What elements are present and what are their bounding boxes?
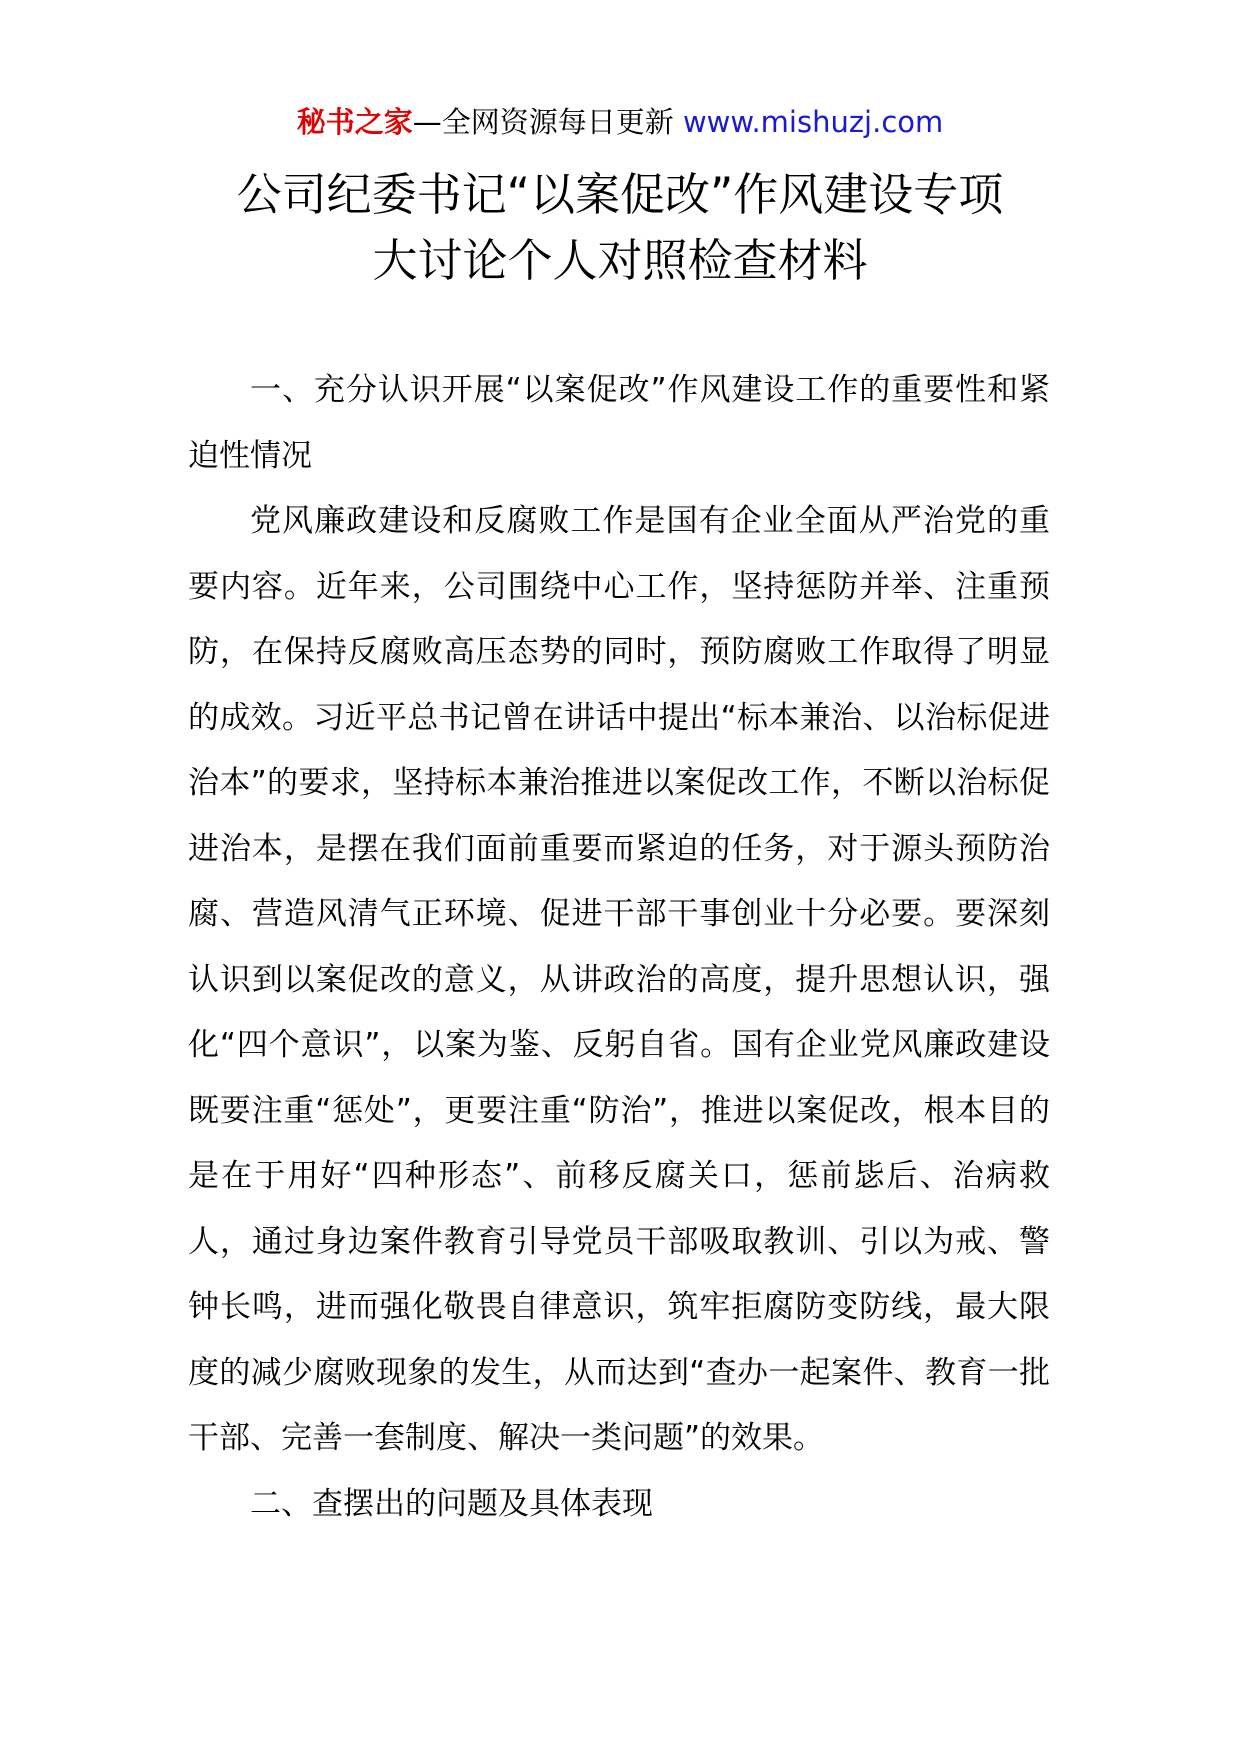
title-line-2: 大讨论个人对照检查材料	[372, 234, 868, 287]
document-body	[188, 358, 1050, 1537]
site-slogan: —全网资源每日更新	[412, 105, 674, 139]
title-line-1: 公司纪委书记“以案促改”作风建设专项	[236, 168, 1004, 221]
section-1-paragraph: 党风廉政建设和反腐败工作是国有企业全面从严治党的重要内容。近年来，公司围绕中心工作，坚持惩防并举、注重预防，在保持反腐败高压态势的同时，预防腐败工作取得了明显的成效。习近平总书记曾在讲话中提出“标本兼治、以治标促进治本”的要求，坚持标本兼治推进以案促改工作，不断以治标促进治本，是摆在我们面前重要而紧迫的任务，对于源头预防治腐、营造风清气正环境、促进干部干事创业十分必要。要深刻认识到以案促改的意义，从讲政治的高度，提升思想认识，强化“四个意识”，以案为鉴、反躬自省。国有企业党风廉政建设既要注重“惩处”，更要注重“防治”，推进以案促改，根本目的是在于用好“四种形态”、前移反腐关口，惩前毖后、治病救人，通过身边案件教育引导党员干部吸取教训、引以为戒、警钟长鸣，进而强化敬畏自律意识，筑牢拒腐防变防线，最大限度的减少腐败现象的发生，从而达到“查办一起案件、教育一批干部、完善一套制度、解决一类问题”的效果。	[188, 503, 1050, 1456]
site-url-link[interactable]: www.mishuzj.com	[682, 105, 944, 139]
section-1-heading: 一、充分认识开展“以案促改”作风建设工作的重要性和紧迫性情况	[188, 372, 1050, 474]
site-header	[0, 102, 1240, 142]
document-title	[0, 162, 1240, 294]
site-brand: 秘书之家	[296, 105, 413, 139]
section-2-heading: 二、查摆出的问题及具体表现	[250, 1485, 653, 1522]
